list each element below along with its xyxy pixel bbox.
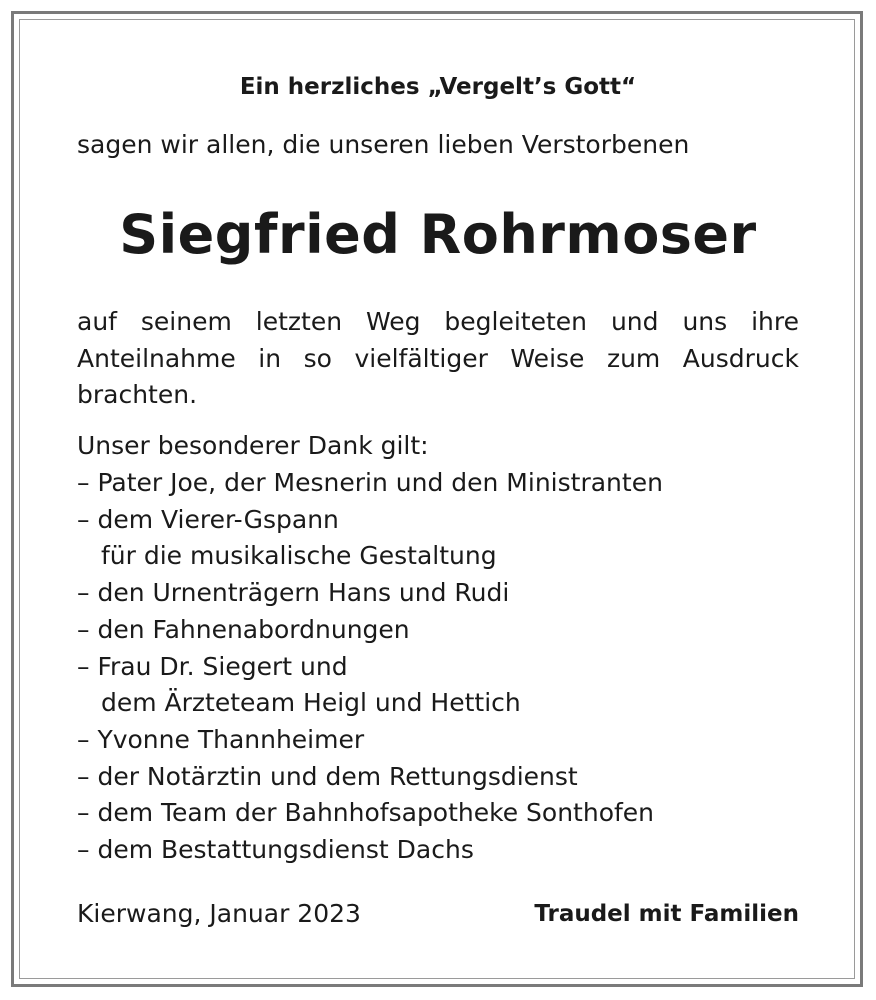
thanks-title: Unser besonderer Dank gilt: xyxy=(77,431,429,460)
thanks-line-text: dem Ärzteteam Heigl und Hettich xyxy=(101,688,521,718)
thanks-line-continued xyxy=(77,685,663,722)
thanks-line: – der Notärztin und dem Rettungsdienst xyxy=(77,761,578,791)
deceased-name: Siegfried Rohrmoser xyxy=(119,203,757,266)
thanks-line: – Yvonne Thannheimer xyxy=(77,724,365,754)
signature: Traudel mit Familien xyxy=(534,901,799,927)
thanks-line: – den Urnenträgern Hans und Rudi xyxy=(77,578,510,608)
thanks-list xyxy=(77,465,663,869)
thanks-line: – den Fahnenabordnungen xyxy=(77,614,410,644)
body-text: auf seinem letzten Weg begleiteten und uns ihre Anteilnahme in so vielfältiger Weise zum Ausdruck brachten. xyxy=(77,307,799,409)
thanks-line: – Pater Joe, der Mesnerin und den Ministranten xyxy=(77,468,663,497)
thanks-line-continued xyxy=(77,538,663,575)
place-date: Kierwang, Januar 2023 xyxy=(77,899,361,928)
intro-text: sagen wir allen, die unseren lieben Verstorbenen xyxy=(77,130,690,159)
thanks-line: – dem Bestattungsdienst Dachs xyxy=(77,835,474,865)
notice-heading: Ein herzliches „Vergelt’s Gott“ xyxy=(239,74,637,100)
thanks-line: – dem Vierer-Gspann xyxy=(77,504,339,534)
thanks-line: – dem Team der Bahnhofsapotheke Sonthofen xyxy=(77,798,655,828)
thanks-line-text: für die musikalische Gestaltung xyxy=(101,541,497,571)
thanks-line: – Frau Dr. Siegert und xyxy=(77,651,348,681)
